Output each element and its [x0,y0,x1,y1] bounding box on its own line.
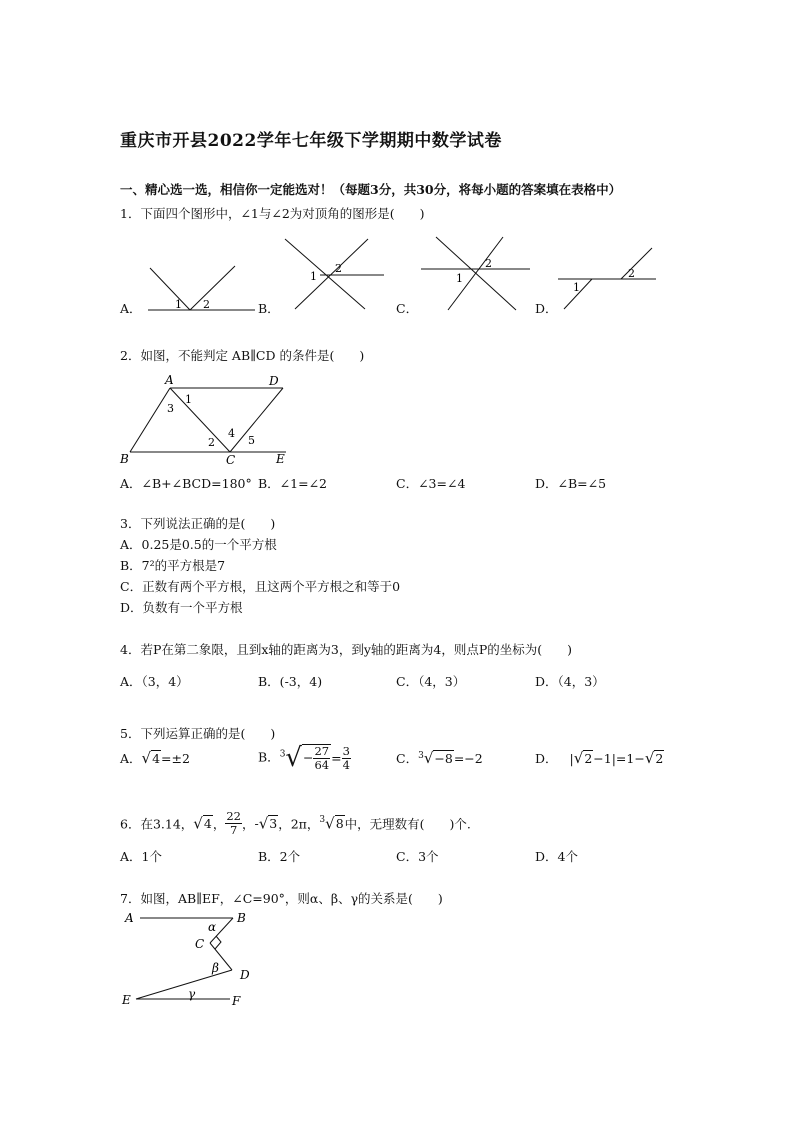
numerator: 3 [342,743,350,758]
q1-option-d-label: D． [535,301,558,316]
q7-point-d: D [240,968,250,982]
q4-option-d: D．（4，3） [535,674,605,689]
q7-figure [118,908,258,1010]
q7-angle-gamma: γ [188,987,196,1001]
q7-angle-alpha: α [208,920,217,934]
q2-angle-3: 3 [167,402,174,415]
q3-option-c: C．正数有两个平方根，且这两个平方根之和等于0 [120,579,401,594]
q1-option-b-label: B． [258,301,280,316]
q2-option-a: A．∠B+∠BCD=180° [120,476,252,491]
question-1-stem: 1．下面四个图形中，∠1与∠2为对顶角的图形是( ) [120,206,425,221]
q2-point-d: D [269,374,279,388]
q5-c-result: =−2 [453,751,483,766]
minus: − [303,750,314,765]
sqrt-sign: √ [141,749,152,767]
q5-option-a [120,749,190,767]
abs-bar: | [569,751,574,766]
fraction [313,745,330,772]
q1b-angle-1: 1 [310,270,317,283]
q2-point-e: E [276,452,285,466]
q2-point-b: B [120,452,129,466]
q7-point-c: C [195,937,205,951]
denominator: 7 [229,823,238,837]
q1d-angle-2: 2 [628,267,635,280]
question-4-stem: 4．若P在第二象限，且到x轴的距离为3，到y轴的距离为4，则点P的坐标为( ) [120,642,573,657]
q1-option-c-label: C． [396,301,419,316]
q2-point-a: A [165,373,174,387]
q6-sqrt3: 3 [269,816,278,831]
q2-angle-2: 2 [208,436,215,449]
q1-option-a-label: A． [120,301,142,316]
q7-point-b: B [237,911,246,925]
q6-option-c: C．3个 [396,849,439,864]
q5-a-result: =±2 [161,751,190,766]
q3-option-b: B．7²的平方根是7 [120,558,226,573]
q7-angle-beta: β [212,961,219,975]
sqrt-sign: √ [285,743,302,773]
question-6-stem [120,810,471,837]
radicand: 2 [655,751,664,766]
q1c-angle-2: 2 [485,257,492,270]
question-3-stem: 3．下列说法正确的是( ) [120,516,276,531]
comma: ， [212,816,226,832]
q6-cbrt8: 8 [335,816,344,831]
q5-b-index: 3 [279,749,286,760]
q5-option-d [535,749,664,767]
q5-option-c [396,749,483,767]
q7-point-f: F [232,994,241,1008]
q6-fraction [225,810,242,837]
fraction [342,745,351,772]
q5-d-middle: −1|=1− [593,751,645,766]
q6-option-a: A．1个 [120,849,162,864]
minus: - [254,816,259,831]
q1a-angle-1: 1 [175,298,182,311]
page-title: 重庆市开县2022学年七年级下学期期中数学试卷 [120,131,502,151]
sqrt-sign: √ [258,814,269,833]
sqrt-sign: √ [423,749,434,767]
q4-option-b: B．(-3，4) [258,674,323,689]
q4-option-a: A．（3，4） [120,674,189,689]
sqrt-sign: √ [644,749,655,767]
q6-option-b: B．2个 [258,849,301,864]
q5-c-index: 3 [418,750,424,761]
q5-c-label: C． [396,751,419,766]
q1-figure-c [418,234,533,314]
q6-stem-start: 6．在3.14， [120,816,194,832]
cbrt-index: 3 [319,814,326,825]
q2-angle-1: 1 [185,393,192,406]
q5-a-label: A． [120,751,142,766]
question-7-stem: 7．如图，AB∥EF，∠C=90°，则α、β、γ的关系是( ) [120,891,443,906]
q2-option-d: D．∠B=∠5 [535,476,607,491]
q3-option-a: A．0.25是0.5的一个平方根 [120,537,277,552]
q1-figure-b [280,234,390,314]
q5-c-radicand: −8 [434,751,453,766]
q6-pi: ，2π， [278,816,320,832]
q1c-angle-1: 1 [456,272,463,285]
numerator: 22 [226,809,241,823]
q5-b-label: B． [258,749,280,765]
numerator: 27 [314,744,330,758]
q6-stem-end: 中，无理数有( )个. [344,816,471,832]
denominator: 4 [342,757,350,772]
denominator: 64 [314,758,330,772]
q5-option-b [258,744,351,772]
q7-point-a: A [125,911,134,925]
q4-option-c: C．（4，3） [396,674,466,689]
q7-point-e: E [122,993,131,1007]
q1a-angle-2: 2 [203,298,210,311]
q6-sqrt4: 4 [203,816,212,831]
q3-option-d: D．负数有一个平方根 [120,600,243,615]
q1b-angle-2: 2 [335,262,342,275]
q1d-angle-1: 1 [573,281,580,294]
q2-angle-4: 4 [228,427,235,440]
q5-d-label: D． [535,751,558,766]
q2-figure [118,370,298,468]
sqrt-sign: √ [325,814,335,833]
q2-point-c: C [226,453,236,467]
q2-option-c: C．∠3=∠4 [396,476,466,491]
sqrt-sign: √ [193,814,203,833]
question-5-stem: 5．下列运算正确的是( ) [120,726,276,741]
comma: ， [241,816,255,832]
section-heading: 一、精心选一选，相信你一定能选对！（每题3分，共30分，将每小题的答案填在表格中） [120,182,622,197]
equals: = [331,750,342,766]
q5-a-radicand: 4 [152,751,161,766]
q5-b-radicand [302,744,331,772]
sqrt-sign: √ [573,749,584,767]
q2-option-b: B．∠1=∠2 [258,476,328,491]
q6-option-d: D．4个 [535,849,578,864]
q2-angle-5: 5 [248,434,255,447]
question-2-stem: 2．如图，不能判定 AB∥CD 的条件是( ) [120,348,365,363]
q1-figure-a [140,258,260,318]
radicand: 2 [584,751,593,766]
q1-figure-d [556,246,661,312]
